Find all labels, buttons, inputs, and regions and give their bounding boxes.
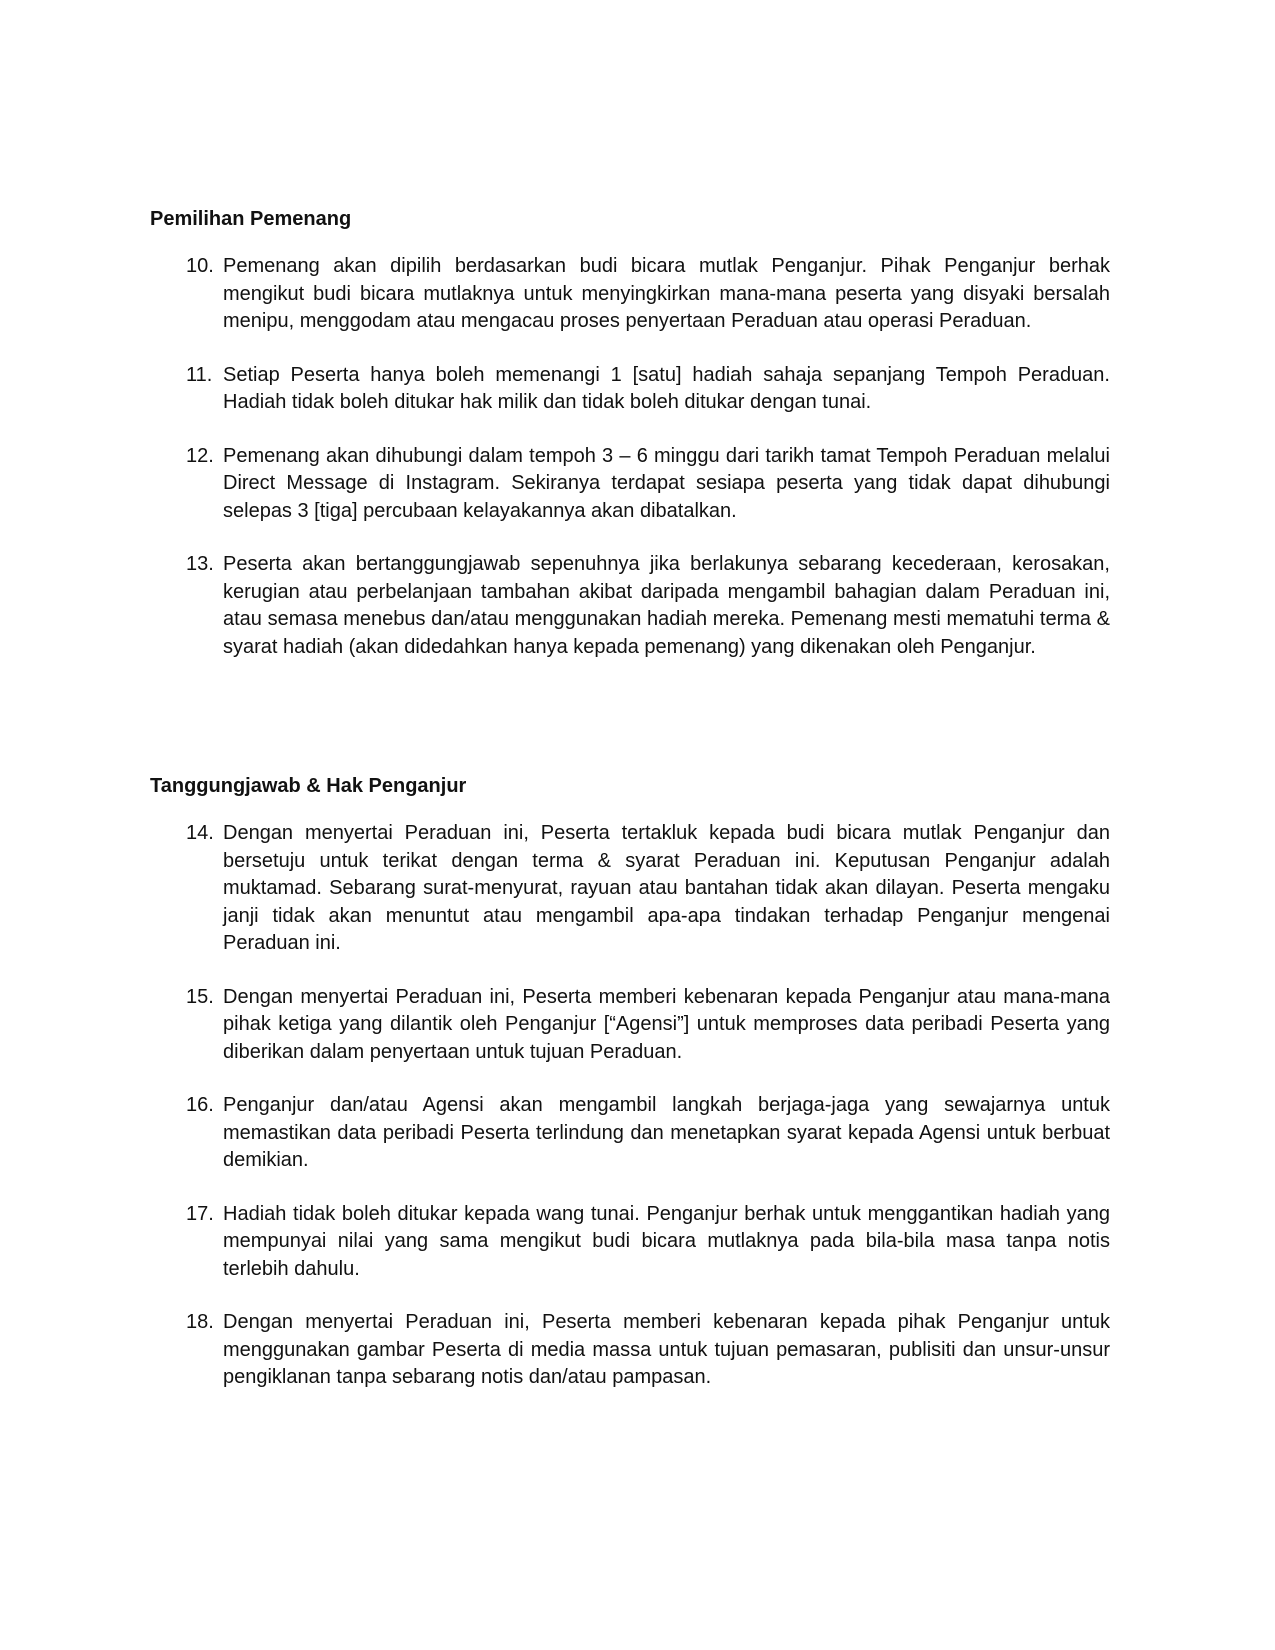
item-number: 17. <box>186 1202 214 1225</box>
section-pemilihan-pemenang <box>150 205 1110 687</box>
item-number: 15. <box>186 985 214 1008</box>
item-number: 18. <box>186 1311 214 1333</box>
section-heading: Tanggungjawab & Hak Penganjur <box>150 775 467 797</box>
numbered-list <box>150 253 1110 661</box>
item-text: Peserta akan bertanggungjawab sepenuhnya jika berlakunya sebarang kecederaan, kerosakan, kerugian atau perbelanjaan tambahan akibat daripada mengambil bahagian dalam Peraduan ini, atau semasa menebus dan/atau menggunakan hadiah mereka. Pemenang mesti mematuhi terma & syarat hadiah (akan didedahkan hanya kepada pemenang) yang dikenakan oleh Penganjur. <box>223 553 1110 658</box>
item-text: Setiap Peserta hanya boleh memenangi 1 [satu] hadiah sahaja sepanjang Tempoh Peraduan. Hadiah tidak boleh ditukar hak milik dan tidak boleh ditukar dengan tunai. <box>223 363 1110 413</box>
section-tanggungjawab-hak-penganjur <box>150 772 1110 1418</box>
item-text: Dengan menyertai Peraduan ini, Peserta tertakluk kepada budi bicara mutlak Penganjur dan bersetuju untuk terikat dengan terma & syarat Peraduan ini. Keputusan Penganjur adalah muktamad. Sebarang surat-menyurat, rayuan atau bantahan tidak akan dilayan. Peserta mengaku janji tidak akan menuntut atau mengambil apa-apa tindakan terhadap Penganjur mengenai Peraduan ini. <box>223 822 1110 954</box>
list-item <box>150 362 1110 417</box>
item-text: Pemenang akan dihubungi dalam tempoh 3 – 6 minggu dari tarikh tamat Tempoh Peraduan melalui Direct Message di Instagram. Sekiranya terdapat sesiapa peserta yang tidak dapat dihubungi selepas 3 [tiga] percubaan kelayakannya akan dibatalkan. <box>223 444 1110 522</box>
item-number: 11. <box>186 363 213 386</box>
list-item <box>150 443 1110 526</box>
list-item <box>150 1309 1110 1392</box>
list-item <box>150 253 1110 336</box>
item-number: 12. <box>186 444 214 467</box>
section-heading: Pemilihan Pemenang <box>150 208 352 230</box>
numbered-list <box>150 820 1110 1392</box>
item-number: 14. <box>186 822 214 844</box>
list-item <box>150 820 1110 958</box>
list-item <box>150 984 1110 1067</box>
item-text: Penganjur dan/atau Agensi akan mengambil langkah berjaga-jaga yang sewajarnya untuk memastikan data peribadi Peserta terlindung dan menetapkan syarat kepada Agensi untuk berbuat demikian. <box>223 1094 1110 1171</box>
item-text: Dengan menyertai Peraduan ini, Peserta memberi kebenaran kepada pihak Penganjur untuk menggunakan gambar Peserta di media massa untuk tujuan pemasaran, publisiti dan unsur-unsur pengiklanan tanpa sebarang notis dan/atau pampasan. <box>223 1311 1110 1388</box>
list-item <box>150 1201 1110 1284</box>
item-number: 13. <box>186 553 214 575</box>
item-number: 10. <box>186 255 214 277</box>
item-text: Pemenang akan dipilih berdasarkan budi bicara mutlak Penganjur. Pihak Penganjur berhak mengikut budi bicara mutlaknya untuk menyingkirkan mana-mana peserta yang disyaki bersalah menipu, menggodam atau mengacau proses penyertaan Peraduan atau operasi Peraduan. <box>223 255 1110 332</box>
item-number: 16. <box>186 1094 214 1116</box>
item-text: Hadiah tidak boleh ditukar kepada wang tunai. Penganjur berhak untuk menggantikan hadiah yang mempunyai nilai yang sama mengikut budi bicara mutlaknya pada bila-bila masa tanpa notis terlebih dahulu. <box>223 1202 1110 1280</box>
list-item <box>150 551 1110 661</box>
list-item <box>150 1092 1110 1175</box>
item-text: Dengan menyertai Peraduan ini, Peserta memberi kebenaran kepada Penganjur atau mana-mana pihak ketiga yang dilantik oleh Penganjur [“Agensi”] untuk memproses data peribadi Peserta yang diberikan dalam penyertaan untuk tujuan Peraduan. <box>223 985 1110 1063</box>
